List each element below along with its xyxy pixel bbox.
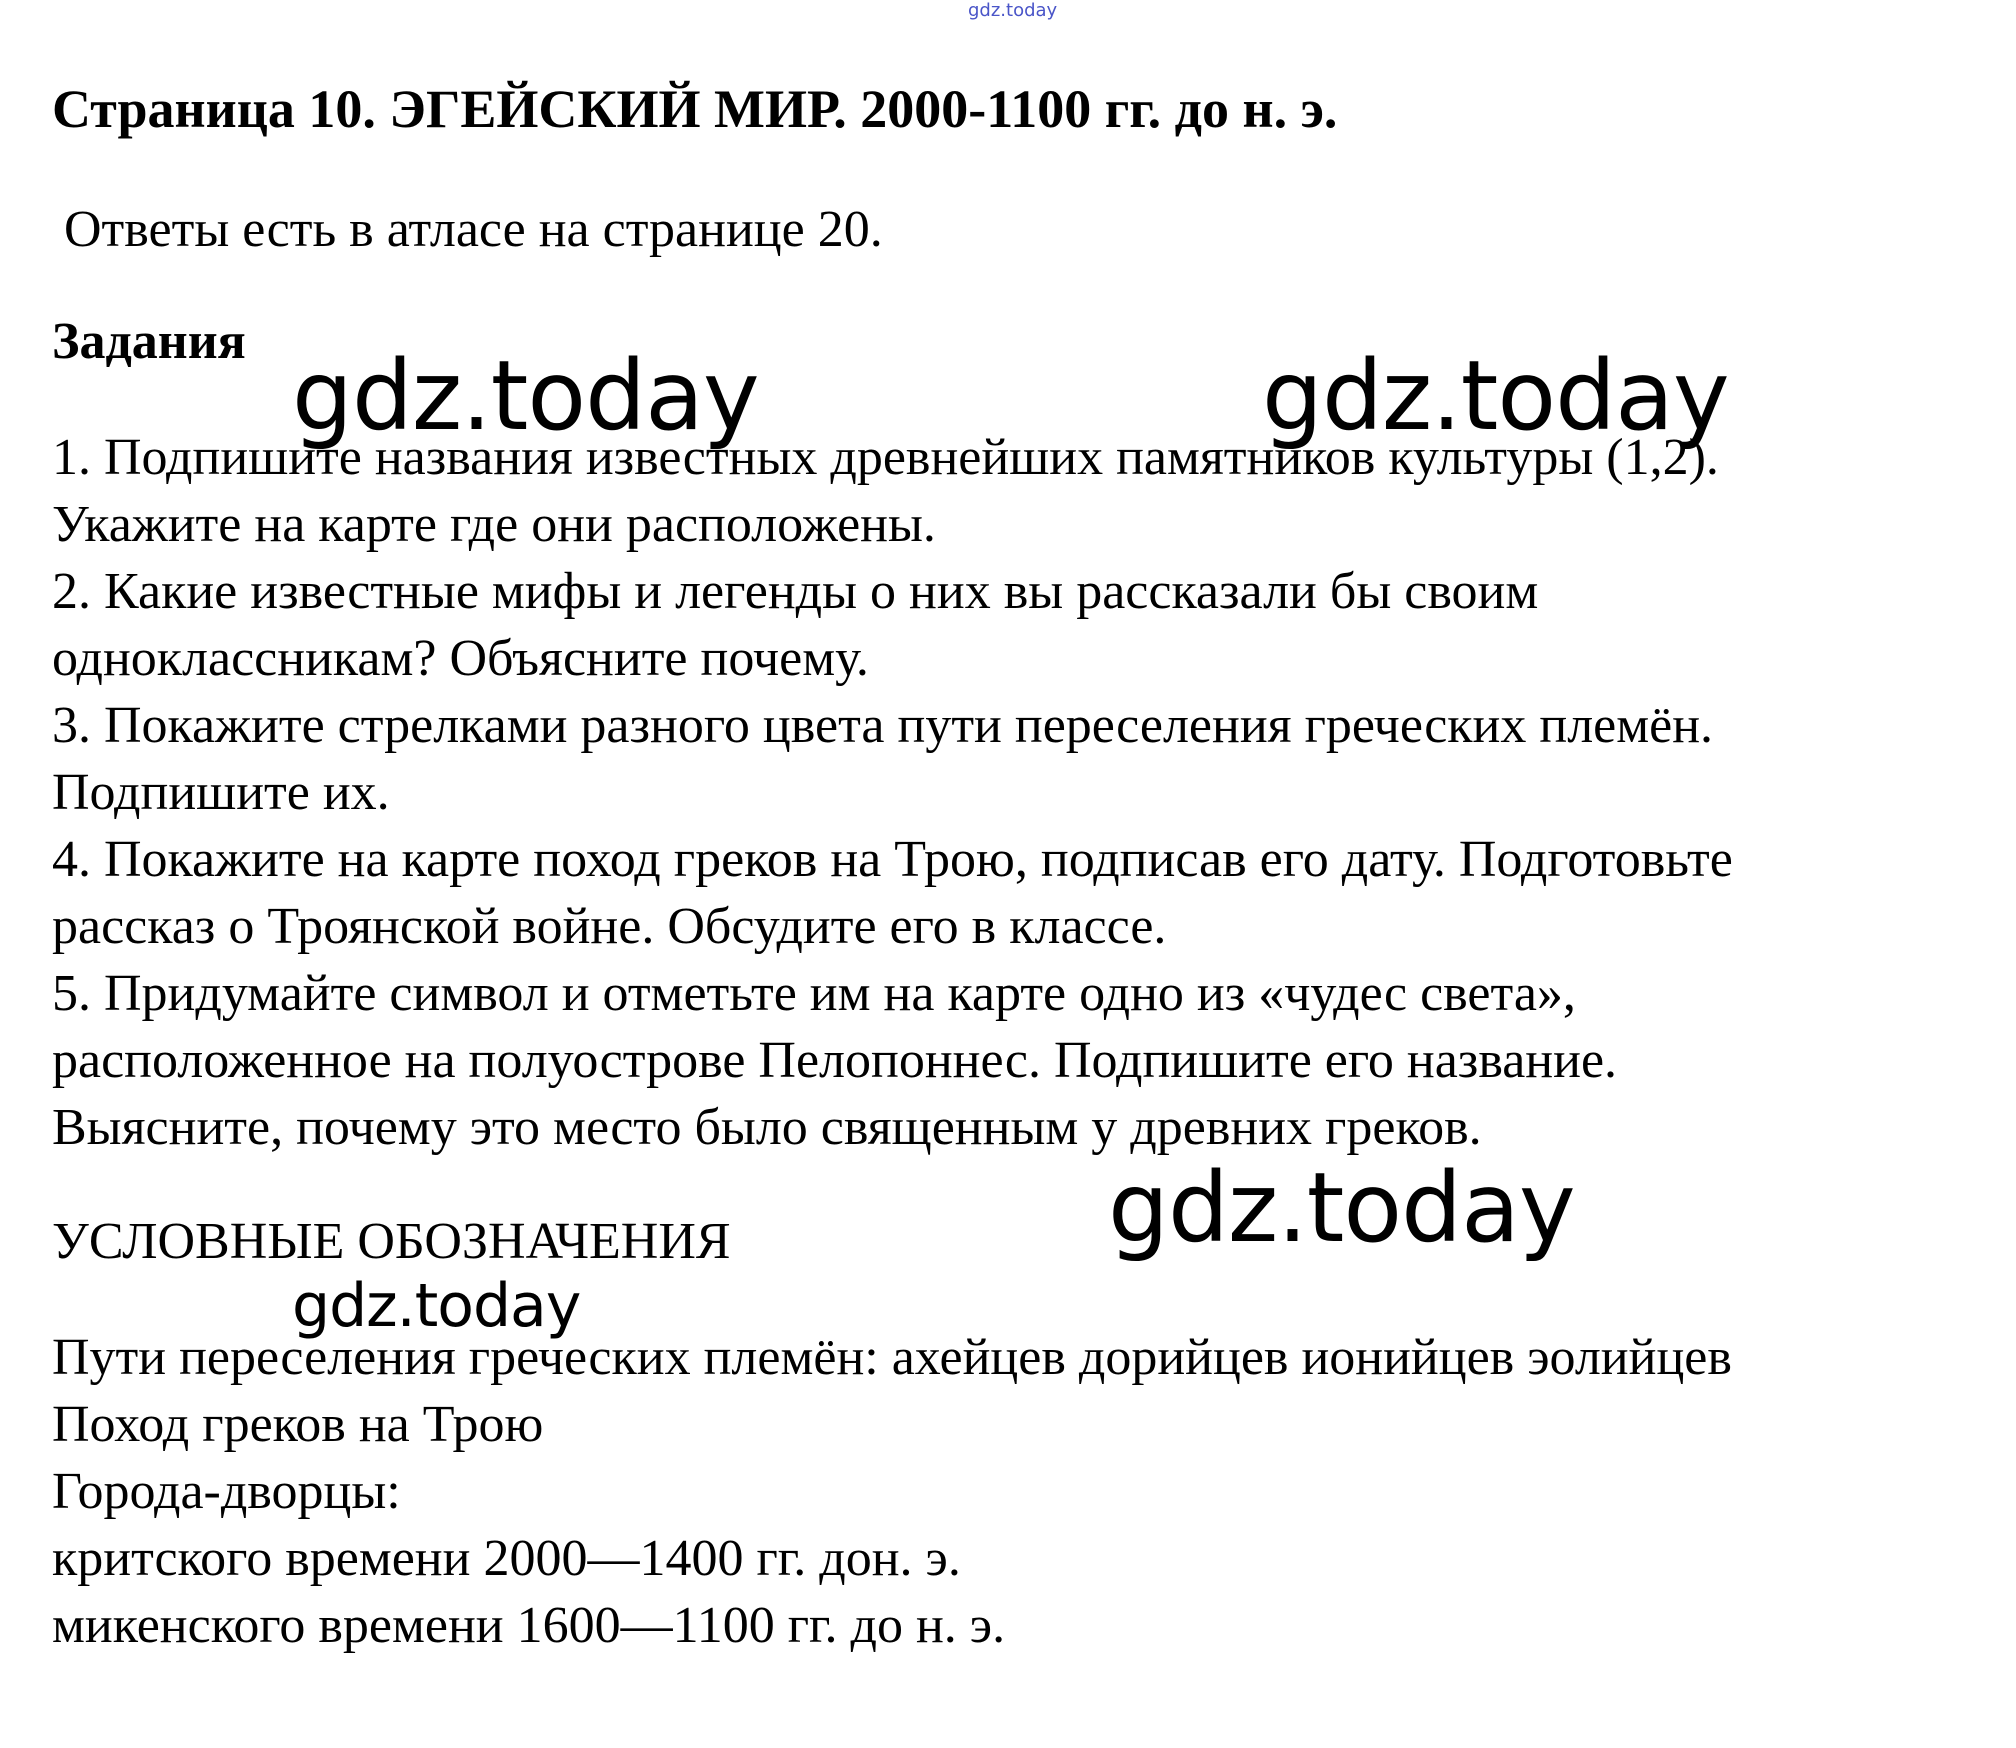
task-line: рассказ о Троянской войне. Обсудите его в классе. — [52, 898, 1167, 955]
legend-line: Города-дворцы: — [52, 1463, 401, 1520]
intro-text: Ответы есть в атласе на странице 20. — [64, 201, 883, 258]
task-line: 3. Покажите стрелками разного цвета пути переселения греческих племён. — [52, 697, 1714, 754]
legend-line: микенского времени 1600—1100 гг. до н. э. — [52, 1597, 1006, 1654]
page-title: Страница 10. ЭГЕЙСКИЙ МИР. 2000-1100 гг. до н. э. — [52, 79, 1338, 139]
tasks-heading: Задания — [52, 313, 246, 370]
task-line: Укажите на карте где они расположены. — [52, 496, 936, 553]
task-line: 2. Какие известные мифы и легенды о них вы рассказали бы своим — [52, 563, 1539, 620]
tasks-list — [52, 424, 1733, 1161]
task-line: Подпишите их. — [52, 764, 390, 821]
task-line: 1. Подпишите названия известных древнейших памятников культуры (1,2). — [52, 429, 1719, 486]
task-line: расположенное на полуострове Пелопоннес. Подпишите его название. — [52, 1032, 1618, 1089]
legend-heading: УСЛОВНЫЕ ОБОЗНАЧЕНИЯ — [52, 1213, 731, 1270]
legend-line: критского времени 2000—1400 гг. дон. э. — [52, 1530, 961, 1587]
legend-line: Поход греков на Трою — [52, 1396, 544, 1453]
watermark: gdz.today — [292, 340, 759, 452]
watermark: gdz.today — [1262, 340, 1729, 452]
task-line: одноклассникам? Объясните почему. — [52, 630, 869, 687]
watermark: gdz.today — [1108, 1152, 1575, 1264]
top-watermark: gdz.today — [968, 0, 1058, 21]
legend-line: Пути переселения греческих племён: ахейцев дорийцев ионийцев эолийцев — [52, 1329, 1732, 1386]
task-line: Выясните, почему это место было священным у древних греков. — [52, 1099, 1482, 1156]
watermark: gdz.today — [292, 1271, 581, 1341]
task-line: 4. Покажите на карте поход греков на Трою, подписав его дату. Подготовьте — [52, 831, 1733, 888]
legend-list — [52, 1324, 1732, 1659]
task-line: 5. Придумайте символ и отметьте им на карте одно из «чудес света», — [52, 965, 1576, 1022]
